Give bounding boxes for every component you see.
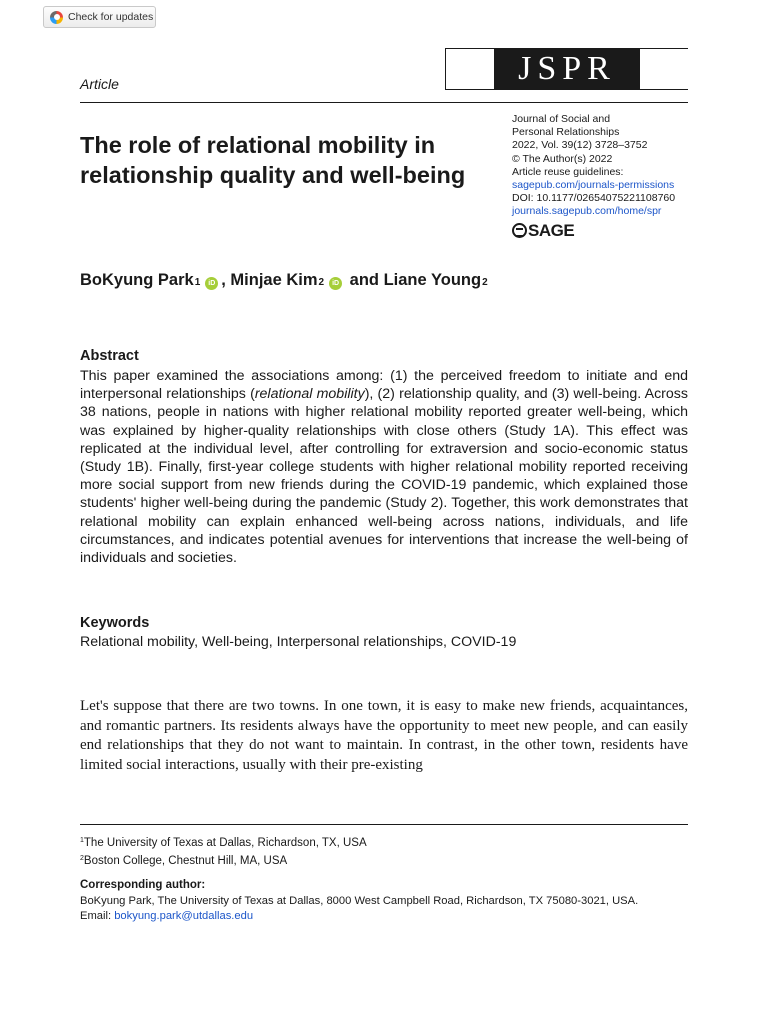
affiliation-text: The University of Texas at Dallas, Richardson, TX, USA: [83, 837, 367, 849]
reuse-link[interactable]: sagepub.com/journals-permissions: [512, 179, 675, 192]
sage-logo: [512, 220, 692, 240]
author-list: [80, 271, 488, 290]
author-name: BoKyung Park: [80, 271, 194, 289]
header-divider: [80, 102, 688, 103]
crossmark-icon: [50, 11, 63, 24]
corresponding-address: BoKyung Park, The University of Texas at Dallas, 8000 West Campbell Road, Richardson, TX 75080-3021, USA.: [80, 895, 639, 907]
abstract-heading: Abstract: [80, 348, 139, 364]
paper-title: The role of relational mobility in relationship quality and well-being: [80, 132, 466, 188]
abstract-part: This paper examined the associations among: (1) the perceived freedom to initiate and end interpersonal relationships (: [80, 368, 688, 403]
corresponding-email-line: [80, 909, 700, 924]
keywords-heading: Keywords: [80, 615, 150, 631]
affiliation-marker: 1: [194, 277, 201, 288]
sage-logo-icon: [512, 223, 527, 238]
doi: DOI: 10.1177/02654075221108760: [512, 192, 676, 205]
copyright: © The Author(s) 2022: [512, 152, 613, 165]
email-link[interactable]: bokyung.park@utdallas.edu: [114, 910, 254, 922]
email-label: Email:: [80, 910, 115, 922]
affiliation-marker: 2: [318, 277, 325, 288]
abstract-text: [80, 367, 688, 567]
author-separator: ,: [221, 271, 231, 289]
orcid-icon[interactable]: iD: [205, 277, 218, 290]
article-type-label: Article: [80, 76, 119, 92]
check-for-updates-button[interactable]: [43, 6, 156, 28]
affiliation-text: Boston College, Chestnut Hill, MA, USA: [83, 855, 288, 867]
check-for-updates-label: Check for updates: [68, 11, 154, 23]
affiliation-item: [80, 833, 367, 851]
journal-logo: JSPR: [494, 49, 640, 89]
body-paragraph: Let's suppose that there are two towns. In one town, it is easy to make new friends, acquaintances, and romantic partners. Its residents always have the opportunity to meet new people, and can easily end relationships that they do not want to maintain. In contrast, in the other town, residents have limited social interactions, usually with their pre-existing: [80, 698, 688, 773]
orcid-icon[interactable]: iD: [329, 277, 342, 290]
journal-logo-box: [445, 48, 688, 90]
affiliation-number: 2: [80, 855, 84, 862]
journal-name-line2: Personal Relationships: [512, 126, 620, 139]
footnote-divider: [80, 824, 688, 825]
affiliation-number: 1: [80, 837, 84, 844]
author-name: Minjae Kim: [230, 271, 318, 289]
affiliation-marker: 2: [482, 277, 488, 288]
corresponding-author-details: [80, 894, 700, 924]
journal-metadata: [512, 113, 692, 238]
affiliation-item: [80, 851, 367, 869]
abstract-part: ), (2) relationship quality, and (3) well-being. Across 38 nations, people in nations with higher relational mobility reported greater well-being, which was explained by higher-quality relationships with close others (Study 1A). This effect was replicated at the individual level, after controlling for extraversion and socio-economic status (Study 1B). Finally, first-year college students with higher relational mobility reported receiving more social support from new friends during the COVID-19 pandemic, which explained those students' higher well-being during the pandemic (Study 2). Together, this work demonstrates that relational mobility can explain enhanced well-being across nations, individuals, and life circumstances, and indicates potential avenues for interventions that increase the well-being of individuals and societies.: [80, 386, 688, 567]
journal-link[interactable]: journals.sagepub.com/home/spr: [512, 205, 662, 218]
publisher-name: SAGE: [528, 220, 575, 240]
keywords-list: Relational mobility, Well-being, Interpersonal relationships, COVID-19: [80, 634, 517, 650]
journal-name-line1: Journal of Social and: [512, 113, 611, 125]
reuse-guidelines: Article reuse guidelines:: [512, 165, 624, 178]
affiliations: [80, 833, 367, 869]
volume-info: 2022, Vol. 39(12) 3728–3752: [512, 139, 648, 152]
logo-spacer: [446, 49, 494, 89]
corresponding-author-heading: Corresponding author:: [80, 879, 206, 891]
abstract-term: relational mobility: [254, 386, 365, 403]
author-name: and Liane Young: [345, 271, 482, 289]
